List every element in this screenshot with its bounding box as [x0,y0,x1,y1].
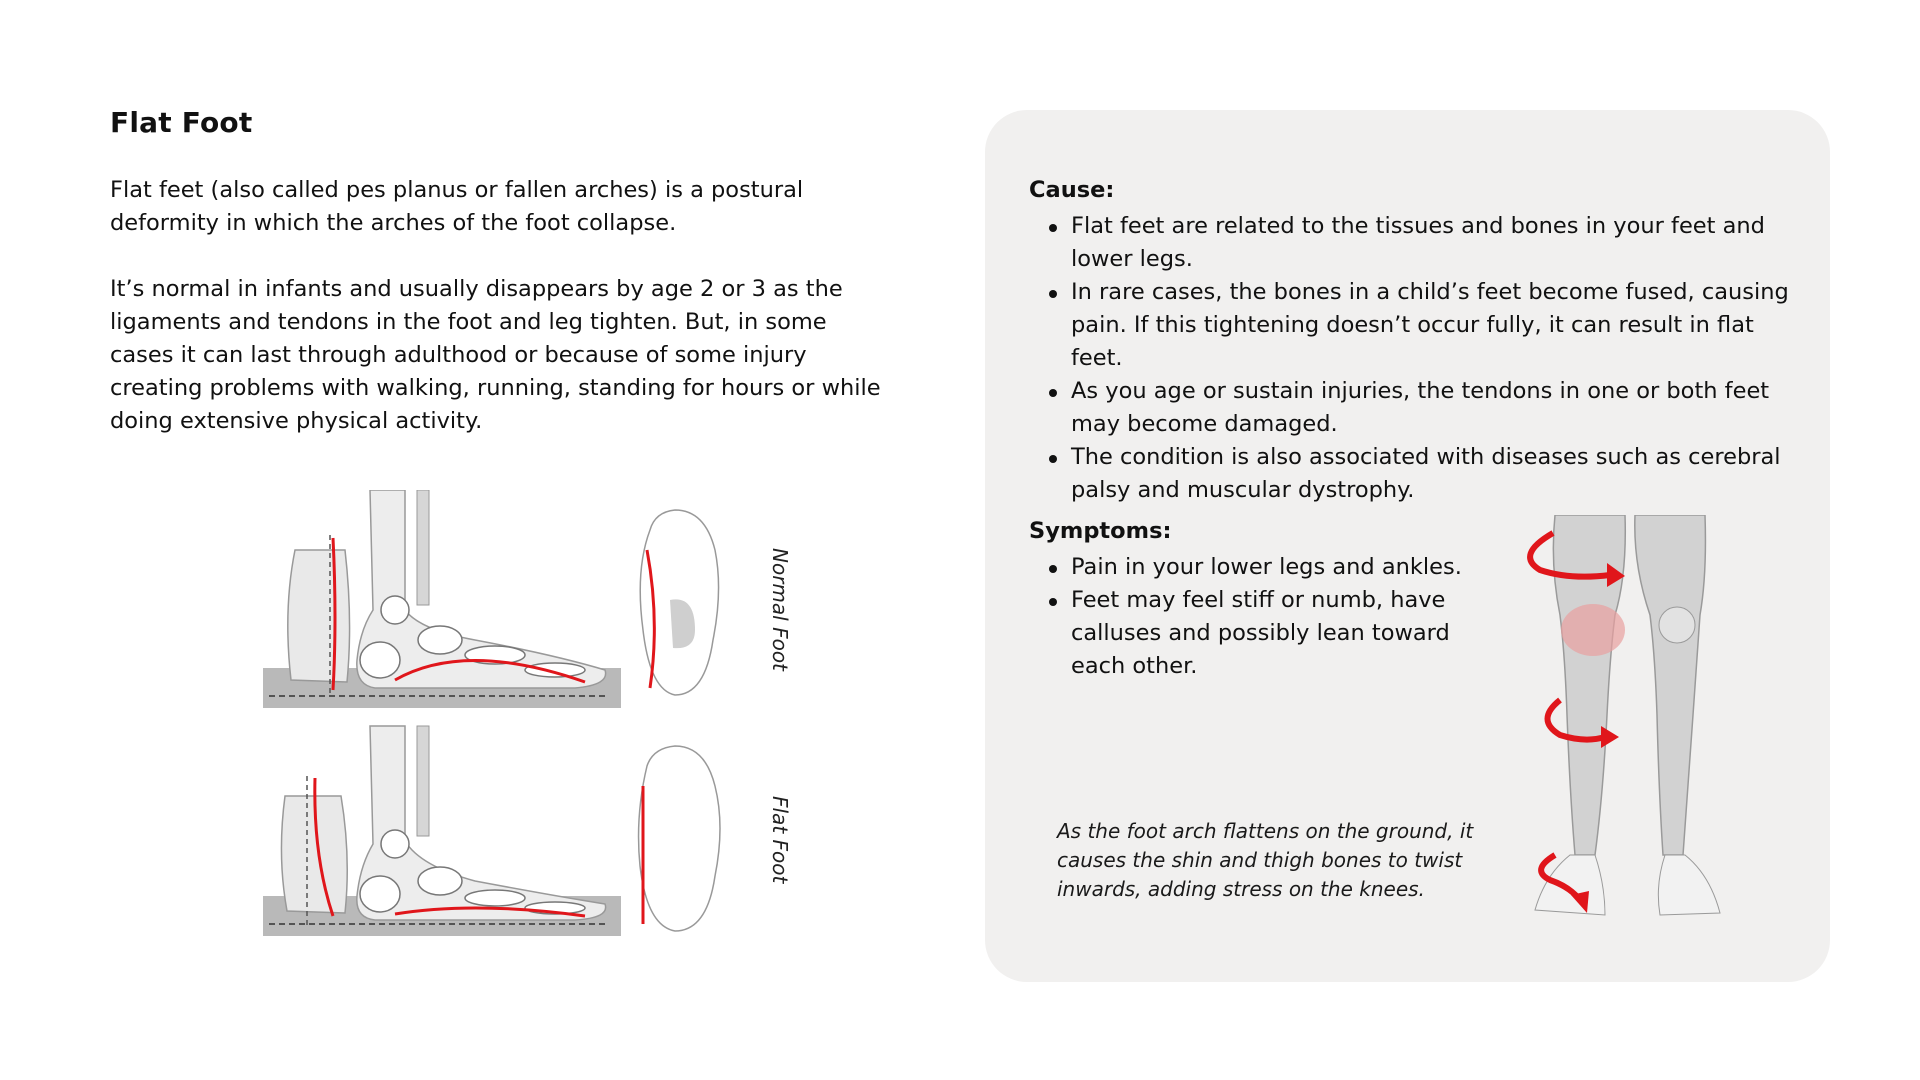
arrow-head [1601,726,1619,748]
symptoms-list [1029,551,1499,683]
heel-bone [360,642,400,678]
heel-bone [360,876,400,912]
list-item: Pain in your lower legs and ankles. [1029,551,1499,584]
ankle-bone [381,830,409,858]
toe-bone [525,663,585,677]
knee-highlight [1561,604,1625,656]
footprint-flat [639,746,720,931]
intro-paragraph: Flat feet (also called pes planus or fallen arches) is a postural deformity in which the arches of the foot collapse. [110,177,804,236]
normal-foot-label: Normal Foot [768,548,792,671]
legs-illustration [1515,515,1745,930]
flat-foot-group [263,726,720,936]
tarsal-bone [418,626,462,654]
cause-heading: Cause: [1029,177,1115,203]
right-foot [1658,855,1720,915]
right-leg [1635,515,1706,855]
fibula-bone [417,726,429,836]
cause-list [1029,210,1809,507]
page-title: Flat Foot [110,106,253,139]
list-item: As you age or sustain injuries, the tendons in one or both feet may become damaged. [1029,375,1809,441]
symptoms-heading: Symptoms: [1029,518,1172,544]
left-leg [1553,515,1625,855]
foot-comparison-illustration [255,490,825,960]
list-item: Flat feet are related to the tissues and bones in your feet and lower legs. [1029,210,1809,276]
list-item: Feet may feel stiff or numb, have calluses and possibly lean toward each other. [1029,584,1499,683]
metatarsal-bone [465,890,525,906]
list-item: The condition is also associated with diseases such as cerebral palsy and muscular dystrophy. [1029,441,1809,507]
leg-caption: As the foot arch flattens on the ground, it causes the shin and thigh bones to twist inwards, adding stress on the knees. [1057,819,1474,901]
intro-text [110,174,890,471]
info-panel [985,110,1830,982]
intro-paragraph: It’s normal in infants and usually disappears by age 2 or 3 as the ligaments and tendons in the foot and leg tighten. But, in some cases it can last through adulthood or because of some injury creating problems with walking, running, standing for hours or while doing extensive physical activity. [110,276,881,434]
tarsal-bone [418,867,462,895]
fibula-bone [417,490,429,605]
ankle-bone [381,596,409,624]
list-item: In rare cases, the bones in a child’s feet become fused, causing pain. If this tightening doesn’t occur fully, it can result in flat feet. [1029,276,1809,375]
flat-foot-label: Flat Foot [768,796,792,884]
normal-foot-group [263,490,719,708]
rear-leg-view [288,550,350,682]
right-kneecap [1659,607,1695,643]
